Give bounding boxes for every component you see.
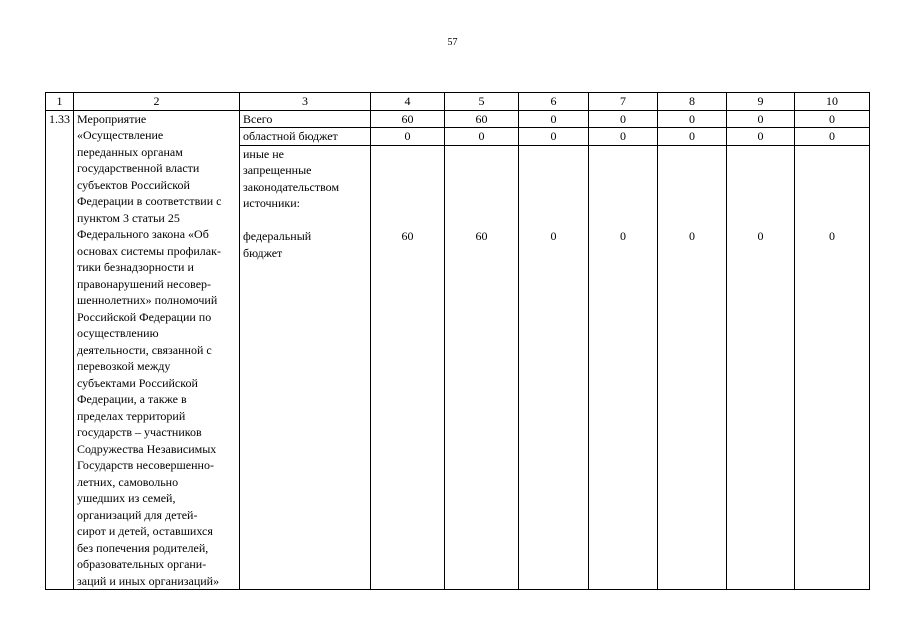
description-line: субъектов Российской — [77, 177, 190, 192]
description-line: Мероприятие — [77, 111, 147, 126]
description-line: образовательных органи- — [77, 557, 207, 571]
description-line: заций и иных организаций» — [77, 573, 220, 588]
description-line: государственной власти — [77, 161, 200, 175]
value-cell: 0 — [519, 128, 589, 146]
header-cell: 9 — [727, 93, 795, 111]
description-line: субъектами Российской — [77, 375, 198, 390]
header-cell: 4 — [371, 93, 445, 111]
description-line: деятельности, связанной с — [77, 342, 212, 357]
description-line: пределах территорий — [77, 408, 186, 423]
description-line: Федерации, а также в — [77, 392, 187, 406]
description-line: летних, самовольно — [77, 474, 179, 489]
value-cell: 0 — [519, 145, 589, 590]
description-line: тики безнадзорности и — [77, 260, 194, 274]
value-cell: 0 — [519, 110, 589, 128]
funding-source: Всего — [240, 110, 371, 128]
row-id: 1.33 — [46, 110, 74, 590]
description-line: ушедших из семей, — [77, 491, 176, 505]
value-cell: 0 — [727, 145, 795, 590]
funding-table — [45, 92, 870, 590]
value-cell: 0 — [371, 128, 445, 146]
header-cell: 8 — [658, 93, 727, 111]
description-line: Федерального закона «Об — [77, 227, 209, 241]
value-cell: 0 — [795, 110, 870, 128]
value-cell: 60 — [371, 110, 445, 128]
table-row — [46, 110, 870, 128]
description-line: Федерации в соответствии с — [77, 194, 222, 208]
description-line: основах системы профилак- — [77, 243, 221, 258]
description-line: Российской Федерации по — [77, 309, 212, 324]
description-line: Содружества Независимых — [77, 441, 217, 456]
header-cell: 5 — [445, 93, 519, 111]
description-line: пунктом 3 статьи 25 — [77, 210, 180, 225]
header-cell: 6 — [519, 93, 589, 111]
description-line: шеннолетних» полномочий — [77, 293, 218, 307]
description-line: без попечения родителей, — [77, 540, 209, 555]
description-line: Государств несовершенно- — [77, 458, 214, 472]
description-line: организаций для детей- — [77, 507, 198, 522]
description-line: «Осуществление — [77, 128, 164, 142]
value-cell: 0 — [445, 128, 519, 146]
value-cell: 0 — [658, 128, 727, 146]
value-cell: 0 — [658, 145, 727, 590]
funding-source: областной бюджет — [240, 128, 371, 146]
header-cell: 3 — [240, 93, 371, 111]
value-cell: 60 — [371, 145, 445, 590]
description-line: правонарушений несовер- — [77, 276, 212, 291]
value-cell: 0 — [658, 110, 727, 128]
header-row — [46, 93, 870, 111]
value-cell: 0 — [727, 128, 795, 146]
header-cell: 10 — [795, 93, 870, 111]
funding-source: иные не запрещенные законодательством источники: федеральный бюджет — [240, 145, 371, 590]
description-line: сирот и детей, оставшихся — [77, 524, 213, 538]
value-cell: 0 — [795, 145, 870, 590]
value-cell: 60 — [445, 110, 519, 128]
description-line: перевозкой между — [77, 359, 171, 373]
value-cell: 0 — [727, 110, 795, 128]
value-cell: 0 — [589, 145, 658, 590]
value-cell: 0 — [589, 128, 658, 146]
header-cell: 1 — [46, 93, 74, 111]
page-number: 57 — [447, 37, 458, 48]
value-cell: 60 — [445, 145, 519, 590]
description-line: осуществлению — [77, 326, 159, 340]
value-cell: 0 — [795, 128, 870, 146]
measure-description — [74, 110, 240, 590]
header-cell: 7 — [589, 93, 658, 111]
header-cell: 2 — [74, 93, 240, 111]
description-line: государств – участников — [77, 425, 202, 439]
description-line: переданных органам — [77, 144, 183, 159]
value-cell: 0 — [589, 110, 658, 128]
